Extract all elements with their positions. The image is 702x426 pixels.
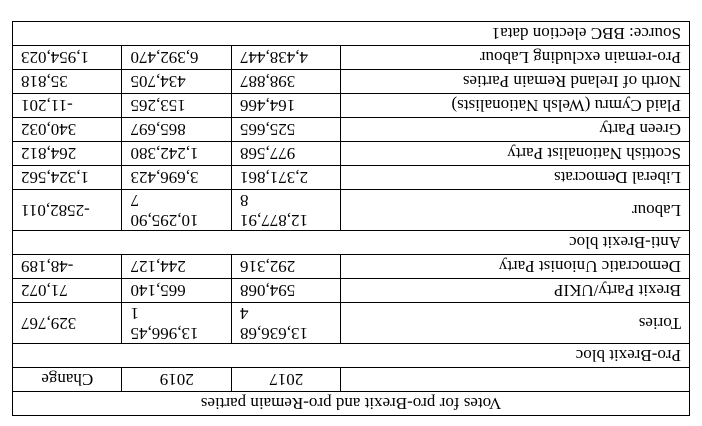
table-row-plaid bbox=[13, 94, 690, 118]
cell-2019: 153,265 bbox=[122, 94, 231, 118]
header-change: Change bbox=[13, 368, 123, 392]
cell-2017-line2: 8 bbox=[239, 191, 249, 210]
cell-change: -11,201 bbox=[13, 94, 123, 118]
row-label: Pro-remain excluding Labour bbox=[341, 46, 690, 70]
cell-2019-line1: 13,966,45 bbox=[130, 324, 199, 343]
row-label: Scottish Nationalist Party bbox=[341, 142, 690, 166]
cell-2019-line2: 1 bbox=[130, 304, 139, 323]
header-row bbox=[13, 368, 690, 392]
cell-2019: 434,705 bbox=[122, 70, 231, 94]
cell-change: -2582,011 bbox=[13, 190, 123, 231]
votes-table bbox=[12, 21, 690, 416]
row-label: Labour bbox=[341, 190, 690, 231]
cell-change: 264,812 bbox=[13, 142, 123, 166]
cell-2017-line2: 4 bbox=[239, 304, 249, 323]
cell-2017: 594,068 bbox=[231, 279, 340, 303]
table-row-snp bbox=[13, 142, 690, 166]
section-label-anti-brexit: Anti-Brexit bloc bbox=[13, 231, 690, 255]
cell-2017: 398,887 bbox=[231, 70, 340, 94]
cell-change: 1,324,562 bbox=[13, 166, 123, 190]
row-label: Plaid Cymru (Welsh Nationalists) bbox=[341, 94, 690, 118]
cell-2017: 2,371,861 bbox=[231, 166, 340, 190]
table-row-pro-remain-ex-labour bbox=[13, 46, 690, 70]
source-note: Source: BBC election data1 bbox=[13, 22, 690, 46]
cell-2019-line2: 7 bbox=[130, 191, 139, 210]
cell-change: 329,767 bbox=[13, 303, 123, 344]
cell-change: 35,818 bbox=[13, 70, 123, 94]
table-row-ni-remain bbox=[13, 70, 690, 94]
cell-2019: 6,392,470 bbox=[122, 46, 231, 70]
row-label: North of Ireland Remain Parties bbox=[341, 70, 690, 94]
row-label: Liberal Democrats bbox=[341, 166, 690, 190]
cell-2019: 1,242,380 bbox=[122, 142, 231, 166]
cell-2017: 4,438,447 bbox=[231, 46, 340, 70]
cell-2019-line1: 10,295,90 bbox=[130, 211, 199, 230]
section-row-anti-brexit bbox=[13, 231, 690, 255]
table-row-dup bbox=[13, 255, 690, 279]
source-row bbox=[13, 22, 690, 46]
cell-2019 bbox=[122, 303, 231, 344]
table-title: Votes for pro-Brexit and pro-Remain parties bbox=[13, 392, 690, 416]
cell-2017 bbox=[231, 303, 340, 344]
cell-2019: 865,697 bbox=[122, 118, 231, 142]
row-label: Democratic Unionist Party bbox=[341, 255, 690, 279]
row-label: Brexit Party/UKIP bbox=[341, 279, 690, 303]
cell-change: 1,954,023 bbox=[13, 46, 123, 70]
cell-2017-line1: 13,636,68 bbox=[239, 324, 308, 343]
table-row-libdem bbox=[13, 166, 690, 190]
cell-2017: 292,316 bbox=[231, 255, 340, 279]
cell-2017: 164,466 bbox=[231, 94, 340, 118]
cell-2017-line1: 12,877,91 bbox=[239, 211, 308, 230]
title-row bbox=[13, 392, 690, 416]
cell-2019: 3,696,423 bbox=[122, 166, 231, 190]
cell-2017 bbox=[231, 190, 340, 231]
cell-2019: 665,140 bbox=[122, 279, 231, 303]
section-label-pro-brexit: Pro-Brexit bloc bbox=[13, 344, 690, 368]
cell-change: 340,032 bbox=[13, 118, 123, 142]
header-2017: 2017 bbox=[231, 368, 340, 392]
cell-2019: 244,127 bbox=[122, 255, 231, 279]
cell-change: -48,189 bbox=[13, 255, 123, 279]
cell-2019 bbox=[122, 190, 231, 231]
section-row-pro-brexit bbox=[13, 344, 690, 368]
header-blank bbox=[341, 368, 690, 392]
table-row-brexit-ukip bbox=[13, 279, 690, 303]
row-label: Green Party bbox=[341, 118, 690, 142]
header-2019: 2019 bbox=[122, 368, 231, 392]
table-row-labour bbox=[13, 190, 690, 231]
cell-2017: 977,568 bbox=[231, 142, 340, 166]
row-label: Tories bbox=[341, 303, 690, 344]
cell-change: 71,072 bbox=[13, 279, 123, 303]
table-row-tories bbox=[13, 303, 690, 344]
cell-2017: 525,665 bbox=[231, 118, 340, 142]
table-row-green bbox=[13, 118, 690, 142]
